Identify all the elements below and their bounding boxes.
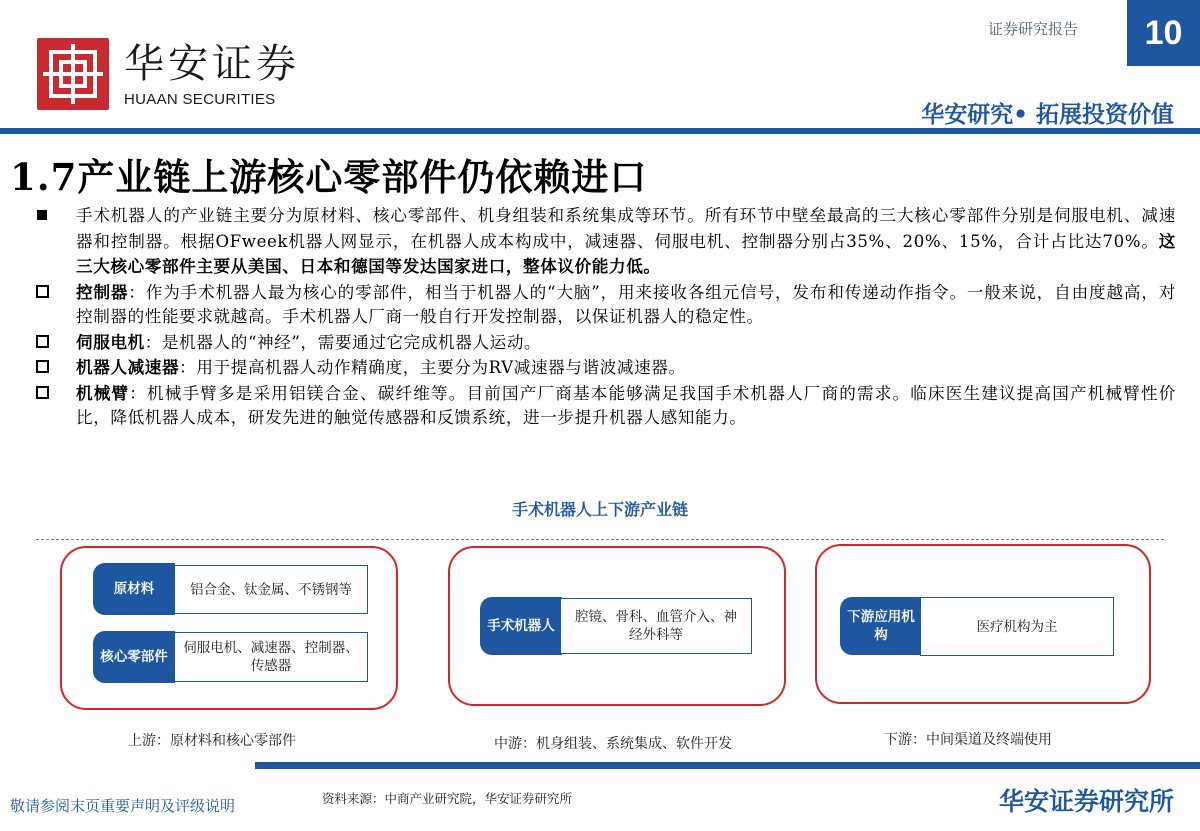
- bullet-term: 机器人减速器: [76, 357, 180, 377]
- hollow-square-bullet-icon: [36, 335, 49, 348]
- downstream-content-institutions: 医疗机构为主: [920, 597, 1114, 656]
- hollow-square-bullet-icon: [36, 386, 49, 399]
- bullet-item-robotic-arm: [36, 381, 1176, 431]
- downstream-caption: 下游：中间渠道及终端使用: [884, 732, 1052, 748]
- bullet-term: 机械臂: [76, 382, 130, 403]
- bullet-item-servo-motor: [36, 330, 1176, 356]
- section-title: 1.7产业链上游核心零部件仍依赖进口: [10, 155, 648, 199]
- bullet-text: ：作为手术机器人最为核心的零部件，相当于机器人的“大脑”，用来接收各组元信号，发布和传递动作指令。一般来说，自由度越高，对控制器的性能要求就越高。手术机器人厂商一般自行开发控制器，以保证机器人的稳定性。: [76, 282, 1176, 326]
- upstream-caption: 上游：原材料和核心零部件: [128, 733, 296, 749]
- midstream-caption: 中游：机身组装、系统集成、软件开发: [494, 736, 732, 752]
- bullet-list: [36, 204, 1176, 431]
- bullet-item-overview: [36, 204, 1176, 280]
- hollow-square-bullet-icon: [36, 285, 49, 298]
- filled-square-bullet-icon: [37, 210, 47, 220]
- report-type-label: 证券研究报告: [988, 20, 1079, 38]
- bullet-text: 手术机器人的产业链主要分为原材料、核心零部件、机身组装和系统集成等环节。所有环节中壁垒最高的三大核心零部件分别是伺服电机、减速器和控制器。根据OFweek机器人网显示，在机器人成本构成中，减速器、伺服电机、控制器分别占35%、20%、15%，合计占比达70%。: [76, 206, 1176, 251]
- bullet-item-controller: [36, 280, 1176, 330]
- footer-institute: 华安证券研究所: [998, 787, 1174, 816]
- bullet-text: ：用于提高机器人动作精确度，主要分为RV减速器与谐波减速器。: [179, 358, 686, 377]
- bullet-term: 伺服电机: [76, 331, 145, 352]
- bullet-text: ：机械手臂多是采用铝镁合金、碳纤维等。目前国产厂商基本能够满足我国手术机器人厂商的需求。临床医生建议提高国产机械臂性价比，降低机器人成本，研发先进的触觉传感器和反馈系统，进一步提升机器人感知能力。: [76, 383, 1176, 427]
- hollow-square-bullet-icon: [36, 360, 49, 373]
- logo-mark-icon: [37, 38, 109, 110]
- bullet-bold-text: 这三大核心零部件主要从美国、日本和德国等发达国家进口，整体议价能力低。: [76, 230, 1176, 276]
- midstream-content-robot: 腔镜、骨科、血管介入、神经外科等: [560, 598, 752, 654]
- diagram-title: 手术机器人上下游产业链: [511, 500, 688, 519]
- footer-disclaimer-link[interactable]: 敬请参阅末页重要声明及评级说明: [10, 797, 236, 815]
- bullet-term: 控制器: [76, 281, 129, 302]
- bullet-text: ：是机器人的“神经”，需要通过它完成机器人运动。: [144, 332, 542, 352]
- downstream-label-institutions: 下游应用机构: [840, 597, 922, 655]
- logo-text-cn: 华安证券: [124, 41, 300, 87]
- upstream-content-components: 伺服电机、减速器、控制器、传感器: [174, 632, 368, 682]
- midstream-label-robot: 手术机器人: [480, 597, 562, 655]
- diagram-top-divider: [36, 539, 1164, 540]
- header-divider: [0, 128, 1200, 134]
- page-number: 10: [1127, 0, 1200, 66]
- header-slogan: 华安研究• 拓展投资价值: [921, 102, 1174, 128]
- footer-divider: [255, 762, 1200, 769]
- bullet-item-reducer: [36, 355, 1176, 381]
- upstream-label-components: 核心零部件: [93, 631, 175, 683]
- upstream-content-materials: 铝合金、钛金属、不锈钢等: [174, 565, 368, 614]
- logo-text-en: HUAAN SECURITIES: [124, 91, 276, 108]
- footer-source: 资料来源：中商产业研究院，华安证券研究所: [322, 791, 573, 806]
- upstream-label-materials: 原材料: [93, 563, 175, 615]
